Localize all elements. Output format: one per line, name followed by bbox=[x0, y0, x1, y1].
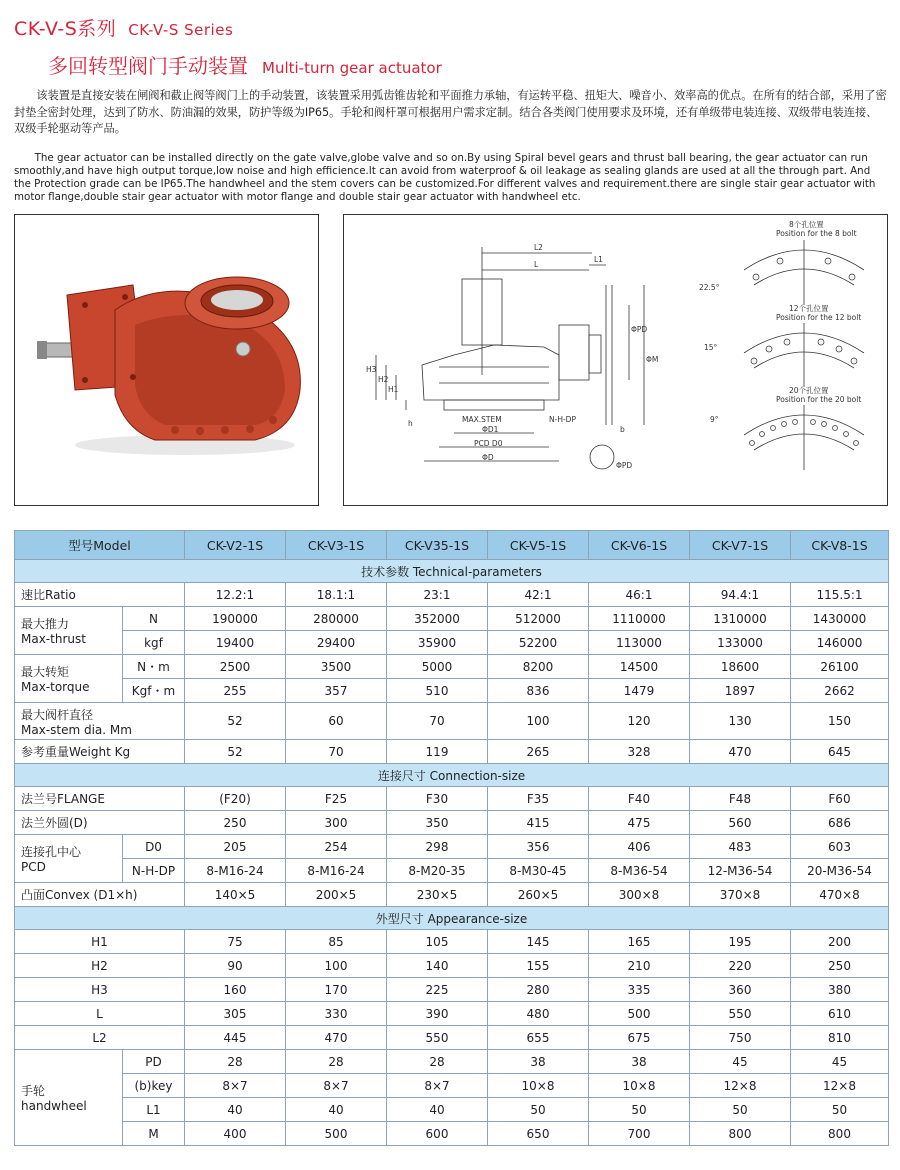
appearance-row bbox=[15, 1002, 889, 1026]
value-cell: 260×5 bbox=[488, 883, 589, 907]
value-cell: 8-M16-24 bbox=[286, 859, 387, 883]
value-cell: 12×8 bbox=[791, 1074, 889, 1098]
row-label: 连接孔中心 PCD bbox=[15, 835, 123, 883]
value-cell: 46:1 bbox=[589, 583, 690, 607]
value-cell: 300×8 bbox=[589, 883, 690, 907]
handwheel-row bbox=[15, 1050, 889, 1074]
value-cell: 42:1 bbox=[488, 583, 589, 607]
value-cell: 52 bbox=[185, 703, 286, 740]
row-label: H1 bbox=[15, 930, 185, 954]
value-cell: 3500 bbox=[286, 655, 387, 679]
lbl-nhdp: N-H-DP bbox=[549, 415, 576, 424]
value-cell: 35900 bbox=[387, 631, 488, 655]
model-label: 型号Model bbox=[15, 531, 185, 560]
value-cell: 675 bbox=[589, 1026, 690, 1050]
value-cell: 1479 bbox=[589, 679, 690, 703]
model-name: CK-V3-1S bbox=[286, 531, 387, 560]
value-cell: 50 bbox=[791, 1098, 889, 1122]
value-cell: 190000 bbox=[185, 607, 286, 631]
value-cell: 265 bbox=[488, 740, 589, 764]
lbl-pcd: PCD D0 bbox=[474, 439, 503, 448]
value-cell: 255 bbox=[185, 679, 286, 703]
value-cell: 12.2:1 bbox=[185, 583, 286, 607]
value-cell: 750 bbox=[690, 1026, 791, 1050]
product-photo bbox=[14, 214, 319, 506]
value-cell: 305 bbox=[185, 1002, 286, 1026]
value-cell: 170 bbox=[286, 978, 387, 1002]
value-cell: 810 bbox=[791, 1026, 889, 1050]
unit-label: D0 bbox=[123, 835, 185, 859]
value-cell: 512000 bbox=[488, 607, 589, 631]
value-cell: 12×8 bbox=[690, 1074, 791, 1098]
series-title bbox=[14, 14, 233, 41]
lbl-8bolt-cn: 8个孔位置 bbox=[789, 220, 824, 229]
gear-actuator-image bbox=[15, 215, 318, 505]
value-cell: 298 bbox=[387, 835, 488, 859]
product-title-en: Multi-turn gear actuator bbox=[262, 59, 442, 77]
value-cell: 600 bbox=[387, 1122, 488, 1146]
lbl-12bolt-en: Position for the 12 bolt bbox=[776, 313, 862, 322]
torque-row bbox=[15, 679, 889, 703]
value-cell: 133000 bbox=[690, 631, 791, 655]
value-cell: 19400 bbox=[185, 631, 286, 655]
value-cell: 23:1 bbox=[387, 583, 488, 607]
spec-table-body bbox=[15, 531, 889, 1146]
value-cell: 686 bbox=[791, 811, 889, 835]
value-cell: 119 bbox=[387, 740, 488, 764]
section-row bbox=[15, 907, 889, 930]
model-name: CK-V6-1S bbox=[589, 531, 690, 560]
value-cell: 836 bbox=[488, 679, 589, 703]
value-cell: F35 bbox=[488, 787, 589, 811]
value-cell: 26100 bbox=[791, 655, 889, 679]
value-cell: F30 bbox=[387, 787, 488, 811]
value-cell: 40 bbox=[387, 1098, 488, 1122]
value-cell: 52200 bbox=[488, 631, 589, 655]
lbl-d: ΦD bbox=[482, 453, 494, 462]
model-name: CK-V7-1S bbox=[690, 531, 791, 560]
value-cell: 1110000 bbox=[589, 607, 690, 631]
value-cell: 390 bbox=[387, 1002, 488, 1026]
value-cell: 1897 bbox=[690, 679, 791, 703]
row-label: 手轮 handwheel bbox=[15, 1050, 123, 1146]
value-cell: 406 bbox=[589, 835, 690, 859]
section-title: 外型尺寸 Appearance-size bbox=[15, 907, 889, 930]
value-cell: 250 bbox=[791, 954, 889, 978]
value-cell: 210 bbox=[589, 954, 690, 978]
value-cell: 2500 bbox=[185, 655, 286, 679]
lbl-max-stem: MAX.STEM bbox=[462, 415, 502, 424]
value-cell: 700 bbox=[589, 1122, 690, 1146]
value-cell: 510 bbox=[387, 679, 488, 703]
value-cell: 52 bbox=[185, 740, 286, 764]
value-cell: 140 bbox=[387, 954, 488, 978]
value-cell: 610 bbox=[791, 1002, 889, 1026]
lbl-h3: H3 bbox=[366, 365, 377, 374]
weight-row bbox=[15, 740, 889, 764]
unit-label: L1 bbox=[123, 1098, 185, 1122]
value-cell: 250 bbox=[185, 811, 286, 835]
appearance-row bbox=[15, 930, 889, 954]
value-cell: 45 bbox=[690, 1050, 791, 1074]
value-cell: 200 bbox=[791, 930, 889, 954]
lbl-l1: L1 bbox=[594, 255, 603, 264]
unit-label: M bbox=[123, 1122, 185, 1146]
value-cell: 400 bbox=[185, 1122, 286, 1146]
value-cell: 328 bbox=[589, 740, 690, 764]
value-cell: 8-M36-54 bbox=[589, 859, 690, 883]
value-cell: 100 bbox=[488, 703, 589, 740]
lbl-12bolt-cn: 12个孔位置 bbox=[789, 304, 829, 313]
model-name: CK-V8-1S bbox=[791, 531, 889, 560]
lbl-b: b bbox=[620, 425, 625, 434]
value-cell: 50 bbox=[589, 1098, 690, 1122]
value-cell: 50 bbox=[488, 1098, 589, 1122]
value-cell: 45 bbox=[791, 1050, 889, 1074]
value-cell: 280 bbox=[488, 978, 589, 1002]
value-cell: 800 bbox=[791, 1122, 889, 1146]
model-name: CK-V2-1S bbox=[185, 531, 286, 560]
value-cell: 356 bbox=[488, 835, 589, 859]
row-label: H3 bbox=[15, 978, 185, 1002]
lbl-angle-20: 9° bbox=[710, 415, 719, 424]
value-cell: 500 bbox=[589, 1002, 690, 1026]
appearance-row bbox=[15, 954, 889, 978]
thrust-row bbox=[15, 607, 889, 631]
value-cell: 130 bbox=[690, 703, 791, 740]
value-cell: 140×5 bbox=[185, 883, 286, 907]
value-cell: 360 bbox=[690, 978, 791, 1002]
appearance-row bbox=[15, 1026, 889, 1050]
row-label: 凸面Convex (D1×h) bbox=[15, 883, 185, 907]
value-cell: 470 bbox=[286, 1026, 387, 1050]
lbl-h1: H1 bbox=[388, 385, 399, 394]
row-label: 法兰外圆(D) bbox=[15, 811, 185, 835]
header-row bbox=[15, 531, 889, 560]
value-cell: 470 bbox=[690, 740, 791, 764]
intro-en: The gear actuator can be installed directly on the gate valve,globe valve and so on.By using Spiral bevel gears and thrust ball bearing, the gear actuator can run smoothly,and have high output torque,low noise and high efficience.It can avoid from waterproof & oil leakage as sealing glands are used at all the through part. And the Protection grade can be IP65.The handwheel and the stem covers can be customized.For different valves and requirement.there are single stair gear actuator with motor flange,double stair gear actuator with motor flange and double stair gear actuator with handwheel etc. bbox=[14, 152, 876, 203]
value-cell: 38 bbox=[488, 1050, 589, 1074]
value-cell: 200×5 bbox=[286, 883, 387, 907]
value-cell: 335 bbox=[589, 978, 690, 1002]
row-label: L bbox=[15, 1002, 185, 1026]
stem-row bbox=[15, 703, 889, 740]
lbl-pd: ΦPD bbox=[631, 325, 648, 334]
unit-label: N bbox=[123, 607, 185, 631]
value-cell: 330 bbox=[286, 1002, 387, 1026]
unit-label: N-H-DP bbox=[123, 859, 185, 883]
value-cell: 12-M36-54 bbox=[690, 859, 791, 883]
section-title: 技术参数 Technical-parameters bbox=[15, 560, 889, 583]
value-cell: 105 bbox=[387, 930, 488, 954]
value-cell: 120 bbox=[589, 703, 690, 740]
value-cell: 370×8 bbox=[690, 883, 791, 907]
lbl-angle-12: 15° bbox=[704, 343, 718, 352]
row-label: L2 bbox=[15, 1026, 185, 1050]
value-cell: 480 bbox=[488, 1002, 589, 1026]
value-cell: (F20) bbox=[185, 787, 286, 811]
value-cell: 10×8 bbox=[589, 1074, 690, 1098]
value-cell: 8-M20-35 bbox=[387, 859, 488, 883]
value-cell: 205 bbox=[185, 835, 286, 859]
value-cell: 550 bbox=[387, 1026, 488, 1050]
value-cell: 38 bbox=[589, 1050, 690, 1074]
value-cell: 60 bbox=[286, 703, 387, 740]
value-cell: 415 bbox=[488, 811, 589, 835]
ratio-row bbox=[15, 583, 889, 607]
product-title bbox=[48, 50, 442, 79]
pcd-row bbox=[15, 859, 889, 883]
value-cell: 115.5:1 bbox=[791, 583, 889, 607]
flange-d-row bbox=[15, 811, 889, 835]
lbl-l: L bbox=[534, 260, 539, 269]
value-cell: 300 bbox=[286, 811, 387, 835]
value-cell: 70 bbox=[387, 703, 488, 740]
series-title-en: CK-V-S Series bbox=[128, 21, 234, 39]
value-cell: 650 bbox=[488, 1122, 589, 1146]
lbl-angle-8: 22.5° bbox=[699, 283, 720, 292]
value-cell: 1310000 bbox=[690, 607, 791, 631]
row-label: 参考重量Weight Kg bbox=[15, 740, 185, 764]
value-cell: 155 bbox=[488, 954, 589, 978]
unit-label: (b)key bbox=[123, 1074, 185, 1098]
value-cell: 603 bbox=[791, 835, 889, 859]
value-cell: 500 bbox=[286, 1122, 387, 1146]
unit-label: PD bbox=[123, 1050, 185, 1074]
lbl-l2: L2 bbox=[534, 243, 543, 252]
row-label: 最大转矩 Max-torque bbox=[15, 655, 123, 703]
value-cell: 29400 bbox=[286, 631, 387, 655]
value-cell: 75 bbox=[185, 930, 286, 954]
value-cell: F48 bbox=[690, 787, 791, 811]
value-cell: F25 bbox=[286, 787, 387, 811]
value-cell: 230×5 bbox=[387, 883, 488, 907]
row-label: H2 bbox=[15, 954, 185, 978]
value-cell: 645 bbox=[791, 740, 889, 764]
value-cell: 145 bbox=[488, 930, 589, 954]
value-cell: 8×7 bbox=[387, 1074, 488, 1098]
value-cell: 8-M30-45 bbox=[488, 859, 589, 883]
value-cell: 280000 bbox=[286, 607, 387, 631]
value-cell: 8-M16-24 bbox=[185, 859, 286, 883]
thrust-row bbox=[15, 631, 889, 655]
model-name: CK-V35-1S bbox=[387, 531, 488, 560]
spec-table bbox=[14, 530, 889, 1146]
lbl-h: h bbox=[408, 419, 413, 428]
value-cell: 100 bbox=[286, 954, 387, 978]
value-cell: 146000 bbox=[791, 631, 889, 655]
row-label: 最大阀杆直径 Max-stem dia. Mm bbox=[15, 703, 185, 740]
row-label: 速比Ratio bbox=[15, 583, 185, 607]
model-name: CK-V5-1S bbox=[488, 531, 589, 560]
value-cell: F40 bbox=[589, 787, 690, 811]
value-cell: 655 bbox=[488, 1026, 589, 1050]
value-cell: 28 bbox=[387, 1050, 488, 1074]
handwheel-row bbox=[15, 1098, 889, 1122]
row-label: 最大推力 Max-thrust bbox=[15, 607, 123, 655]
unit-label: kgf bbox=[123, 631, 185, 655]
value-cell: 10×8 bbox=[488, 1074, 589, 1098]
technical-drawing bbox=[343, 214, 888, 506]
lbl-20bolt-cn: 20个孔位置 bbox=[789, 386, 829, 395]
value-cell: 50 bbox=[690, 1098, 791, 1122]
value-cell: 150 bbox=[791, 703, 889, 740]
unit-label: Kgf・m bbox=[123, 679, 185, 703]
section-title: 连接尺寸 Connection-size bbox=[15, 764, 889, 787]
value-cell: 470×8 bbox=[791, 883, 889, 907]
lbl-h2: H2 bbox=[378, 375, 389, 384]
handwheel-row bbox=[15, 1074, 889, 1098]
value-cell: 380 bbox=[791, 978, 889, 1002]
handwheel-row bbox=[15, 1122, 889, 1146]
value-cell: 5000 bbox=[387, 655, 488, 679]
lbl-pd2: ΦPD bbox=[616, 461, 633, 470]
value-cell: 165 bbox=[589, 930, 690, 954]
value-cell: 28 bbox=[286, 1050, 387, 1074]
value-cell: 40 bbox=[286, 1098, 387, 1122]
value-cell: 560 bbox=[690, 811, 791, 835]
value-cell: 475 bbox=[589, 811, 690, 835]
value-cell: 483 bbox=[690, 835, 791, 859]
value-cell: 14500 bbox=[589, 655, 690, 679]
value-cell: 18.1:1 bbox=[286, 583, 387, 607]
pcd-row bbox=[15, 835, 889, 859]
value-cell: 8×7 bbox=[185, 1074, 286, 1098]
value-cell: 94.4:1 bbox=[690, 583, 791, 607]
unit-label: N・m bbox=[123, 655, 185, 679]
value-cell: 550 bbox=[690, 1002, 791, 1026]
value-cell: F60 bbox=[791, 787, 889, 811]
value-cell: 254 bbox=[286, 835, 387, 859]
intro-cn: 该装置是直接安装在闸阀和截止阀等阀门上的手动装置，该装置采用弧齿锥齿轮和平面推力承轴，有运转平稳、扭矩大、噪音小、效率高的优点。在所有的结合部，采用了密封垫全密封处理，达到了防水、防油漏的效果，防护等级为IP65。手轮和阀杆罩可根据用户需求定制。结合各类阀门使用要求及环境，还有单级带电装连接、双级带电装连接、双级手轮驱动等产品。 bbox=[14, 89, 887, 135]
appearance-row bbox=[15, 978, 889, 1002]
value-cell: 225 bbox=[387, 978, 488, 1002]
value-cell: 357 bbox=[286, 679, 387, 703]
value-cell: 352000 bbox=[387, 607, 488, 631]
value-cell: 8200 bbox=[488, 655, 589, 679]
value-cell: 28 bbox=[185, 1050, 286, 1074]
lbl-20bolt-en: Position for the 20 bolt bbox=[776, 395, 862, 404]
lbl-8bolt-en: Position for the 8 bolt bbox=[776, 229, 857, 238]
flange-row bbox=[15, 787, 889, 811]
value-cell: 113000 bbox=[589, 631, 690, 655]
torque-row bbox=[15, 655, 889, 679]
value-cell: 8×7 bbox=[286, 1074, 387, 1098]
value-cell: 195 bbox=[690, 930, 791, 954]
convex-row bbox=[15, 883, 889, 907]
spec-table-container bbox=[14, 530, 888, 1146]
value-cell: 220 bbox=[690, 954, 791, 978]
row-label: 法兰号FLANGE bbox=[15, 787, 185, 811]
value-cell: 350 bbox=[387, 811, 488, 835]
value-cell: 20-M36-54 bbox=[791, 859, 889, 883]
value-cell: 18600 bbox=[690, 655, 791, 679]
value-cell: 85 bbox=[286, 930, 387, 954]
product-title-cn: 多回转型阀门手动装置 bbox=[48, 54, 248, 78]
series-title-cn: CK-V-S系列 bbox=[14, 18, 117, 40]
value-cell: 2662 bbox=[791, 679, 889, 703]
value-cell: 800 bbox=[690, 1122, 791, 1146]
lbl-m: ΦM bbox=[646, 355, 659, 364]
value-cell: 90 bbox=[185, 954, 286, 978]
value-cell: 445 bbox=[185, 1026, 286, 1050]
section-row bbox=[15, 560, 889, 583]
value-cell: 1430000 bbox=[791, 607, 889, 631]
value-cell: 70 bbox=[286, 740, 387, 764]
value-cell: 160 bbox=[185, 978, 286, 1002]
section-row bbox=[15, 764, 889, 787]
value-cell: 40 bbox=[185, 1098, 286, 1122]
lbl-d1: ΦD1 bbox=[482, 425, 499, 434]
